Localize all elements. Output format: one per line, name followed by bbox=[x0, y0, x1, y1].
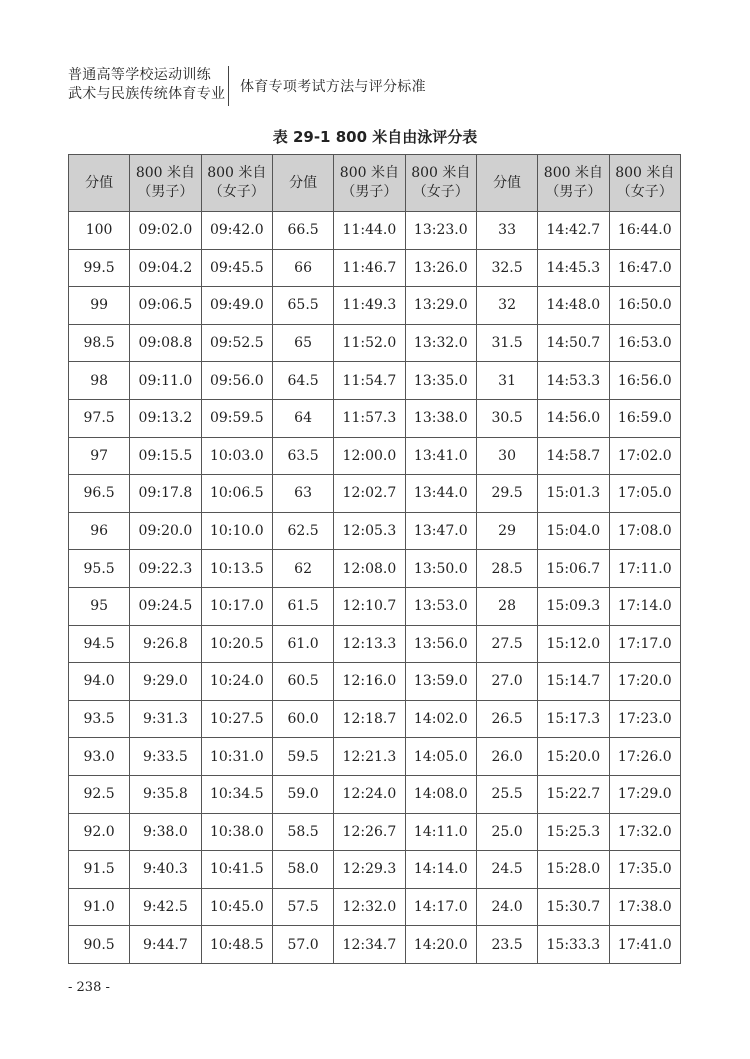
time-cell: 09:02.0 bbox=[130, 212, 201, 250]
time-cell: 15:14.7 bbox=[538, 663, 609, 701]
time-cell: 12:02.7 bbox=[334, 475, 405, 513]
time-cell: 14:05.0 bbox=[405, 738, 476, 776]
time-cell: 09:49.0 bbox=[201, 287, 272, 325]
table-row bbox=[69, 663, 681, 701]
table-header bbox=[69, 155, 681, 212]
time-cell: 14:42.7 bbox=[538, 212, 609, 250]
score-cell: 66.5 bbox=[272, 212, 333, 250]
time-cell: 09:06.5 bbox=[130, 287, 201, 325]
column-header-line1: 分值 bbox=[493, 174, 522, 191]
score-cell: 100 bbox=[69, 212, 130, 250]
score-cell: 31.5 bbox=[476, 324, 537, 362]
column-header bbox=[130, 155, 201, 212]
time-cell: 12:05.3 bbox=[334, 512, 405, 550]
column-header bbox=[538, 155, 609, 212]
time-cell: 9:33.5 bbox=[130, 738, 201, 776]
time-cell: 15:20.0 bbox=[538, 738, 609, 776]
time-cell: 12:26.7 bbox=[334, 813, 405, 851]
table-row bbox=[69, 625, 681, 663]
score-cell: 63.5 bbox=[272, 437, 333, 475]
time-cell: 16:59.0 bbox=[609, 399, 680, 437]
time-cell: 10:24.0 bbox=[201, 663, 272, 701]
score-cell: 95 bbox=[69, 587, 130, 625]
time-cell: 15:01.3 bbox=[538, 475, 609, 513]
time-cell: 9:38.0 bbox=[130, 813, 201, 851]
header-row bbox=[69, 155, 681, 212]
score-cell: 60.5 bbox=[272, 663, 333, 701]
score-cell: 29.5 bbox=[476, 475, 537, 513]
header-left-line1: 普通高等学校运动训练 bbox=[68, 67, 211, 83]
score-cell: 29 bbox=[476, 512, 537, 550]
score-cell: 32 bbox=[476, 287, 537, 325]
score-cell: 30.5 bbox=[476, 399, 537, 437]
table-row bbox=[69, 287, 681, 325]
time-cell: 12:16.0 bbox=[334, 663, 405, 701]
time-cell: 10:48.5 bbox=[201, 926, 272, 964]
score-cell: 64 bbox=[272, 399, 333, 437]
score-cell: 97.5 bbox=[69, 399, 130, 437]
time-cell: 17:17.0 bbox=[609, 625, 680, 663]
time-cell: 10:17.0 bbox=[201, 587, 272, 625]
score-cell: 59.0 bbox=[272, 775, 333, 813]
time-cell: 14:17.0 bbox=[405, 888, 476, 926]
time-cell: 17:41.0 bbox=[609, 926, 680, 964]
time-cell: 12:34.7 bbox=[334, 926, 405, 964]
score-cell: 90.5 bbox=[69, 926, 130, 964]
score-cell: 26.0 bbox=[476, 738, 537, 776]
table-row bbox=[69, 926, 681, 964]
time-cell: 13:47.0 bbox=[405, 512, 476, 550]
score-cell: 64.5 bbox=[272, 362, 333, 400]
score-cell: 32.5 bbox=[476, 249, 537, 287]
time-cell: 09:56.0 bbox=[201, 362, 272, 400]
table-row bbox=[69, 249, 681, 287]
time-cell: 17:35.0 bbox=[609, 851, 680, 889]
score-cell: 92.5 bbox=[69, 775, 130, 813]
time-cell: 10:13.5 bbox=[201, 550, 272, 588]
score-cell: 25.0 bbox=[476, 813, 537, 851]
time-cell: 17:02.0 bbox=[609, 437, 680, 475]
time-cell: 10:38.0 bbox=[201, 813, 272, 851]
time-cell: 17:11.0 bbox=[609, 550, 680, 588]
time-cell: 9:40.3 bbox=[130, 851, 201, 889]
time-cell: 13:50.0 bbox=[405, 550, 476, 588]
column-header-line1: 分值 bbox=[85, 174, 114, 191]
time-cell: 12:32.0 bbox=[334, 888, 405, 926]
time-cell: 12:00.0 bbox=[334, 437, 405, 475]
time-cell: 16:56.0 bbox=[609, 362, 680, 400]
time-cell: 09:13.2 bbox=[130, 399, 201, 437]
table-row bbox=[69, 324, 681, 362]
score-cell: 57.0 bbox=[272, 926, 333, 964]
time-cell: 14:14.0 bbox=[405, 851, 476, 889]
score-cell: 97 bbox=[69, 437, 130, 475]
column-header-line2: （男子） bbox=[545, 184, 602, 200]
header-left bbox=[68, 66, 225, 104]
time-cell: 13:29.0 bbox=[405, 287, 476, 325]
time-cell: 09:15.5 bbox=[130, 437, 201, 475]
score-table bbox=[68, 154, 681, 964]
table-row bbox=[69, 512, 681, 550]
column-header bbox=[334, 155, 405, 212]
time-cell: 14:48.0 bbox=[538, 287, 609, 325]
time-cell: 17:32.0 bbox=[609, 813, 680, 851]
column-header-line1: 800 米自 bbox=[615, 165, 675, 181]
table-title: 表 29-1 800 米自由泳评分表 bbox=[272, 128, 478, 146]
time-cell: 09:52.5 bbox=[201, 324, 272, 362]
score-cell: 24.5 bbox=[476, 851, 537, 889]
time-cell: 11:49.3 bbox=[334, 287, 405, 325]
time-cell: 14:58.7 bbox=[538, 437, 609, 475]
column-header bbox=[476, 155, 537, 212]
time-cell: 17:23.0 bbox=[609, 700, 680, 738]
column-header-line2: （女子） bbox=[616, 184, 673, 200]
column-header-line1: 800 米自 bbox=[339, 165, 399, 181]
table-body bbox=[69, 212, 681, 964]
time-cell: 13:44.0 bbox=[405, 475, 476, 513]
time-cell: 16:50.0 bbox=[609, 287, 680, 325]
time-cell: 09:59.5 bbox=[201, 399, 272, 437]
score-cell: 95.5 bbox=[69, 550, 130, 588]
time-cell: 17:29.0 bbox=[609, 775, 680, 813]
time-cell: 14:08.0 bbox=[405, 775, 476, 813]
score-cell: 28.5 bbox=[476, 550, 537, 588]
time-cell: 09:24.5 bbox=[130, 587, 201, 625]
score-cell: 25.5 bbox=[476, 775, 537, 813]
time-cell: 10:31.0 bbox=[201, 738, 272, 776]
score-cell: 99 bbox=[69, 287, 130, 325]
score-cell: 96 bbox=[69, 512, 130, 550]
score-cell: 24.0 bbox=[476, 888, 537, 926]
time-cell: 15:06.7 bbox=[538, 550, 609, 588]
time-cell: 15:04.0 bbox=[538, 512, 609, 550]
time-cell: 13:53.0 bbox=[405, 587, 476, 625]
score-cell: 94.0 bbox=[69, 663, 130, 701]
score-cell: 93.5 bbox=[69, 700, 130, 738]
time-cell: 13:23.0 bbox=[405, 212, 476, 250]
time-cell: 13:38.0 bbox=[405, 399, 476, 437]
column-header bbox=[272, 155, 333, 212]
score-cell: 92.0 bbox=[69, 813, 130, 851]
time-cell: 14:56.0 bbox=[538, 399, 609, 437]
score-cell: 98 bbox=[69, 362, 130, 400]
time-cell: 10:34.5 bbox=[201, 775, 272, 813]
time-cell: 17:20.0 bbox=[609, 663, 680, 701]
time-cell: 12:13.3 bbox=[334, 625, 405, 663]
column-header-line1: 800 米自 bbox=[135, 165, 195, 181]
column-header bbox=[201, 155, 272, 212]
time-cell: 10:03.0 bbox=[201, 437, 272, 475]
time-cell: 15:28.0 bbox=[538, 851, 609, 889]
table-row bbox=[69, 587, 681, 625]
time-cell: 11:57.3 bbox=[334, 399, 405, 437]
time-cell: 12:21.3 bbox=[334, 738, 405, 776]
time-cell: 17:26.0 bbox=[609, 738, 680, 776]
score-cell: 57.5 bbox=[272, 888, 333, 926]
score-cell: 58.5 bbox=[272, 813, 333, 851]
time-cell: 10:20.5 bbox=[201, 625, 272, 663]
score-cell: 28 bbox=[476, 587, 537, 625]
time-cell: 13:26.0 bbox=[405, 249, 476, 287]
time-cell: 17:08.0 bbox=[609, 512, 680, 550]
time-cell: 13:35.0 bbox=[405, 362, 476, 400]
time-cell: 09:11.0 bbox=[130, 362, 201, 400]
table-row bbox=[69, 888, 681, 926]
table-row bbox=[69, 362, 681, 400]
time-cell: 12:18.7 bbox=[334, 700, 405, 738]
column-header-line1: 分值 bbox=[289, 174, 318, 191]
time-cell: 12:24.0 bbox=[334, 775, 405, 813]
score-cell: 93.0 bbox=[69, 738, 130, 776]
column-header-line1: 800 米自 bbox=[543, 165, 603, 181]
score-cell: 27.5 bbox=[476, 625, 537, 663]
time-cell: 16:44.0 bbox=[609, 212, 680, 250]
time-cell: 15:33.3 bbox=[538, 926, 609, 964]
score-cell: 62.5 bbox=[272, 512, 333, 550]
score-cell: 65 bbox=[272, 324, 333, 362]
time-cell: 13:32.0 bbox=[405, 324, 476, 362]
time-cell: 12:29.3 bbox=[334, 851, 405, 889]
time-cell: 10:10.0 bbox=[201, 512, 272, 550]
header-left-line2: 武术与民族传统体育专业 bbox=[68, 86, 226, 102]
time-cell: 13:59.0 bbox=[405, 663, 476, 701]
time-cell: 9:29.0 bbox=[130, 663, 201, 701]
column-header bbox=[405, 155, 476, 212]
column-header bbox=[609, 155, 680, 212]
column-header-line2: （男子） bbox=[341, 184, 398, 200]
column-header bbox=[69, 155, 130, 212]
time-cell: 17:14.0 bbox=[609, 587, 680, 625]
time-cell: 14:50.7 bbox=[538, 324, 609, 362]
table-row bbox=[69, 475, 681, 513]
time-cell: 09:04.2 bbox=[130, 249, 201, 287]
table-row bbox=[69, 700, 681, 738]
score-cell: 98.5 bbox=[69, 324, 130, 362]
time-cell: 15:17.3 bbox=[538, 700, 609, 738]
column-header-line2: （女子） bbox=[208, 184, 265, 200]
table-row bbox=[69, 813, 681, 851]
time-cell: 12:08.0 bbox=[334, 550, 405, 588]
score-cell: 65.5 bbox=[272, 287, 333, 325]
time-cell: 09:17.8 bbox=[130, 475, 201, 513]
time-cell: 11:54.7 bbox=[334, 362, 405, 400]
score-cell: 61.0 bbox=[272, 625, 333, 663]
table-row bbox=[69, 399, 681, 437]
table-row bbox=[69, 550, 681, 588]
score-cell: 58.0 bbox=[272, 851, 333, 889]
time-cell: 09:22.3 bbox=[130, 550, 201, 588]
time-cell: 9:31.3 bbox=[130, 700, 201, 738]
score-cell: 30 bbox=[476, 437, 537, 475]
time-cell: 10:45.0 bbox=[201, 888, 272, 926]
time-cell: 10:27.5 bbox=[201, 700, 272, 738]
table-row bbox=[69, 437, 681, 475]
score-cell: 91.5 bbox=[69, 851, 130, 889]
time-cell: 11:46.7 bbox=[334, 249, 405, 287]
table-row bbox=[69, 851, 681, 889]
score-cell: 60.0 bbox=[272, 700, 333, 738]
time-cell: 14:20.0 bbox=[405, 926, 476, 964]
time-cell: 11:52.0 bbox=[334, 324, 405, 362]
score-cell: 61.5 bbox=[272, 587, 333, 625]
header-right: 体育专项考试方法与评分标准 bbox=[240, 79, 426, 95]
score-cell: 96.5 bbox=[69, 475, 130, 513]
time-cell: 15:09.3 bbox=[538, 587, 609, 625]
time-cell: 17:05.0 bbox=[609, 475, 680, 513]
table-row bbox=[69, 212, 681, 250]
time-cell: 10:41.5 bbox=[201, 851, 272, 889]
score-cell: 94.5 bbox=[69, 625, 130, 663]
time-cell: 13:41.0 bbox=[405, 437, 476, 475]
page-header bbox=[68, 66, 688, 106]
time-cell: 13:56.0 bbox=[405, 625, 476, 663]
time-cell: 09:20.0 bbox=[130, 512, 201, 550]
score-cell: 59.5 bbox=[272, 738, 333, 776]
time-cell: 10:06.5 bbox=[201, 475, 272, 513]
score-cell: 23.5 bbox=[476, 926, 537, 964]
time-cell: 09:42.0 bbox=[201, 212, 272, 250]
time-cell: 9:35.8 bbox=[130, 775, 201, 813]
header-divider bbox=[228, 66, 229, 106]
score-cell: 33 bbox=[476, 212, 537, 250]
column-header-line1: 800 米自 bbox=[207, 165, 267, 181]
column-header-line2: （男子） bbox=[137, 184, 194, 200]
time-cell: 14:02.0 bbox=[405, 700, 476, 738]
score-cell: 66 bbox=[272, 249, 333, 287]
time-cell: 9:26.8 bbox=[130, 625, 201, 663]
page-number: - 238 - bbox=[68, 980, 110, 995]
time-cell: 9:44.7 bbox=[130, 926, 201, 964]
time-cell: 14:45.3 bbox=[538, 249, 609, 287]
score-cell: 63 bbox=[272, 475, 333, 513]
time-cell: 16:53.0 bbox=[609, 324, 680, 362]
time-cell: 14:11.0 bbox=[405, 813, 476, 851]
time-cell: 16:47.0 bbox=[609, 249, 680, 287]
time-cell: 15:30.7 bbox=[538, 888, 609, 926]
time-cell: 11:44.0 bbox=[334, 212, 405, 250]
score-cell: 27.0 bbox=[476, 663, 537, 701]
time-cell: 09:45.5 bbox=[201, 249, 272, 287]
score-cell: 26.5 bbox=[476, 700, 537, 738]
score-cell: 31 bbox=[476, 362, 537, 400]
score-cell: 99.5 bbox=[69, 249, 130, 287]
time-cell: 15:22.7 bbox=[538, 775, 609, 813]
column-header-line1: 800 米自 bbox=[411, 165, 471, 181]
score-cell: 91.0 bbox=[69, 888, 130, 926]
time-cell: 12:10.7 bbox=[334, 587, 405, 625]
time-cell: 15:25.3 bbox=[538, 813, 609, 851]
time-cell: 9:42.5 bbox=[130, 888, 201, 926]
score-cell: 62 bbox=[272, 550, 333, 588]
time-cell: 14:53.3 bbox=[538, 362, 609, 400]
time-cell: 17:38.0 bbox=[609, 888, 680, 926]
table-row bbox=[69, 775, 681, 813]
column-header-line2: （女子） bbox=[412, 184, 469, 200]
time-cell: 15:12.0 bbox=[538, 625, 609, 663]
table-row bbox=[69, 738, 681, 776]
time-cell: 09:08.8 bbox=[130, 324, 201, 362]
